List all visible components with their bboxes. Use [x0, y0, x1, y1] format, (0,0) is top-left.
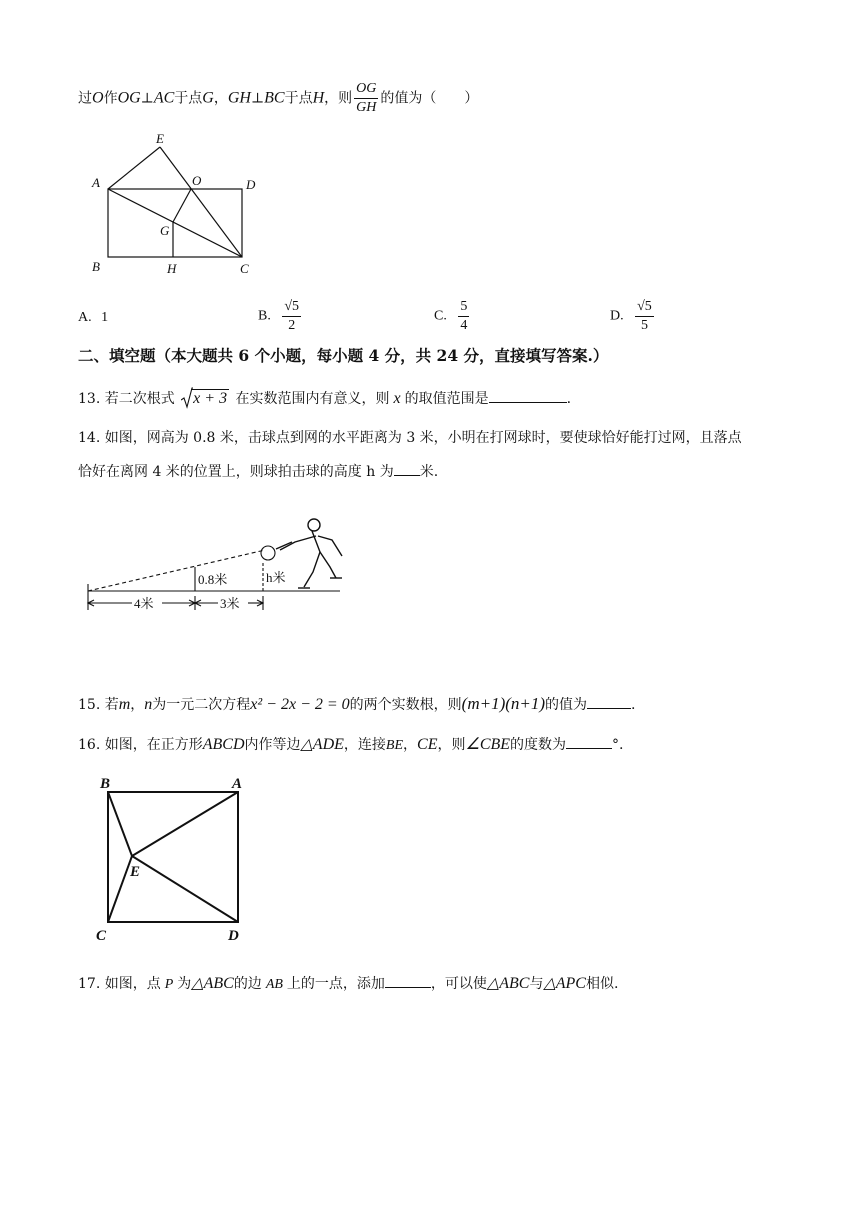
q16-var-ade: △ADE — [300, 736, 344, 753]
q12-var-g: G — [202, 89, 214, 107]
q13-answer-blank[interactable] — [489, 388, 567, 403]
option-d[interactable] — [610, 298, 656, 335]
q16-var-be: BE — [385, 738, 404, 753]
q16-text: ， — [403, 737, 418, 753]
question-14-line2 — [78, 461, 438, 482]
label-d: D — [246, 177, 256, 192]
q12-text: ， — [213, 90, 228, 107]
segment-ec — [160, 147, 242, 257]
q12-frac-num: OG — [354, 80, 378, 99]
option-b-fraction — [282, 298, 301, 335]
option-b-num: √5 — [282, 298, 301, 317]
q12-fraction — [354, 80, 378, 117]
tennis-player-icon — [276, 519, 342, 588]
q17-answer-blank[interactable] — [385, 973, 431, 988]
question-17 — [78, 973, 618, 995]
label-e: E — [156, 131, 164, 146]
q12-var-bc: BC — [264, 89, 285, 107]
question-16 — [78, 734, 623, 756]
q15-answer-blank[interactable] — [587, 694, 631, 709]
q14-tennis-figure — [80, 512, 370, 622]
label-g: G — [160, 223, 170, 238]
label-d: D — [228, 928, 239, 944]
q15-text: ， — [130, 697, 145, 713]
q14-answer-blank[interactable] — [394, 461, 420, 476]
q12-text: 过 — [78, 90, 92, 107]
q12-var-ac: AC — [153, 89, 175, 107]
tennis-ball — [261, 546, 275, 560]
q13-text: 的取值范围是 — [404, 391, 489, 407]
q12-text: 作 — [103, 90, 118, 107]
q13-text: 在实数范围内有意义，则 — [235, 391, 390, 407]
sqrt-symbol — [181, 389, 229, 409]
segment-ce — [108, 856, 132, 922]
segment-og — [173, 189, 191, 222]
q15-text: 15. 若 — [78, 697, 119, 713]
q12-intro — [78, 80, 478, 117]
option-a[interactable] — [78, 310, 108, 326]
ball-path-dashed — [88, 550, 265, 591]
square-abcd — [108, 792, 238, 922]
label-b: B — [100, 776, 111, 792]
radical-sign-icon — [181, 387, 193, 409]
q12-rectangle-figure — [80, 125, 280, 285]
q17-text: 相似. — [585, 976, 619, 992]
option-a-letter: A. — [78, 310, 92, 325]
q15-text: 的两个实数根，则 — [349, 697, 462, 713]
label-c: C — [240, 261, 249, 276]
option-b-letter: B. — [258, 308, 271, 324]
section2-heading: 二、填空题（本大题共 6 个小题，每小题 4 分，共 24 分，直接填写答案.） — [78, 346, 609, 365]
label-a: A — [92, 175, 100, 190]
q15-text: 的值为 — [545, 697, 588, 713]
q16-answer-blank[interactable] — [566, 734, 612, 749]
question-15 — [78, 694, 636, 715]
q16-text: 内作等边 — [244, 737, 301, 753]
q15-expression: (m+1)(n+1) — [461, 694, 546, 713]
q17-var-ab: AB — [265, 977, 283, 992]
q17-var-abc2: △ABC — [486, 975, 530, 992]
q16-var-abcd: ABCD — [202, 736, 245, 753]
q13-text: 13. 若二次根式 — [78, 391, 175, 407]
distance-3-label: 3米 — [220, 596, 240, 611]
q12-text: 的值为（ ） — [380, 90, 479, 107]
q17-var-apc: △APC — [543, 975, 586, 992]
hit-height-label: h米 — [266, 570, 286, 585]
q17-text: 为 — [177, 976, 192, 992]
q16-text: ，连接 — [343, 737, 386, 753]
option-d-num: √5 — [635, 298, 654, 317]
diagonal-ac — [108, 189, 242, 257]
question-14-line1: 14. 如图，网高为 0.8 米，击球点到网的水平距离为 3 米，小明在打网球时，要使球恰好能打过网，且落点 — [78, 430, 742, 446]
option-d-letter: D. — [610, 308, 624, 324]
option-c-den: 4 — [460, 318, 468, 333]
q12-perp: ⊥ — [140, 90, 154, 107]
label-b: B — [92, 259, 100, 274]
q16-text: ，则 — [437, 737, 466, 753]
q12-text: 于点 — [284, 90, 313, 107]
question-13 — [78, 388, 571, 409]
option-c-letter: C. — [434, 308, 447, 324]
q16-text: 16. 如图，在正方形 — [78, 737, 203, 753]
segment-be — [108, 792, 132, 856]
option-c[interactable] — [434, 298, 471, 335]
q17-text: 上的一点，添加 — [286, 976, 385, 992]
q12-var-h: H — [312, 89, 325, 107]
option-c-fraction — [458, 298, 469, 335]
net-height-label: 0.8米 — [198, 572, 228, 587]
q17-text: 的边 — [233, 976, 262, 992]
label-e: E — [130, 864, 141, 880]
distance-4-label: 4米 — [134, 596, 154, 611]
label-a: A — [232, 776, 243, 792]
q13-radicand: x + 3 — [193, 390, 228, 407]
q17-text: 17. 如图，点 — [78, 976, 161, 992]
q15-var-m: m — [118, 696, 131, 713]
q16-text: 的度数为 — [510, 737, 567, 753]
option-c-num: 5 — [458, 298, 469, 317]
label-h: H — [167, 261, 177, 276]
q13-text: . — [566, 391, 572, 407]
option-d-den: 5 — [640, 318, 648, 333]
q12-var-o: O — [92, 89, 104, 107]
q12-text: 于点 — [174, 90, 203, 107]
q13-var-x: x — [393, 390, 401, 407]
option-b-den: 2 — [288, 318, 296, 333]
segment-ae — [132, 792, 238, 856]
q15-text: 为一元二次方程 — [152, 697, 251, 713]
q14-text: 恰好在离网 4 米的位置上，则球拍击球的高度 h 为 — [78, 464, 394, 480]
segment-ae — [108, 147, 160, 189]
q16-square-figure — [92, 768, 262, 948]
q16-var-ce: CE — [417, 736, 438, 753]
q15-var-n: n — [144, 696, 153, 713]
q17-text: 与 — [529, 976, 544, 992]
q12-text: ，则 — [324, 90, 353, 107]
q17-text: ，可以使 — [430, 976, 487, 992]
label-c: C — [96, 928, 107, 944]
q16-var-angle: ∠CBE — [465, 736, 511, 753]
option-b[interactable] — [258, 298, 303, 335]
q12-var-og: OG — [117, 89, 141, 107]
segment-de — [132, 856, 238, 922]
q15-equation: x² − 2x − 2 = 0 — [250, 696, 350, 713]
label-o: O — [192, 173, 202, 188]
q12-perp: ⊥ — [250, 90, 265, 107]
q15-text: . — [631, 697, 636, 713]
q12-frac-den: GH — [356, 100, 377, 115]
q12-var-gh: GH — [227, 89, 251, 107]
option-a-value: 1 — [101, 310, 109, 325]
q14-text: 米. — [419, 464, 439, 480]
q17-var-abc: △ABC — [191, 975, 234, 992]
option-d-fraction — [635, 298, 654, 335]
q17-var-p: P — [164, 977, 174, 992]
q16-text: °. — [612, 737, 624, 753]
